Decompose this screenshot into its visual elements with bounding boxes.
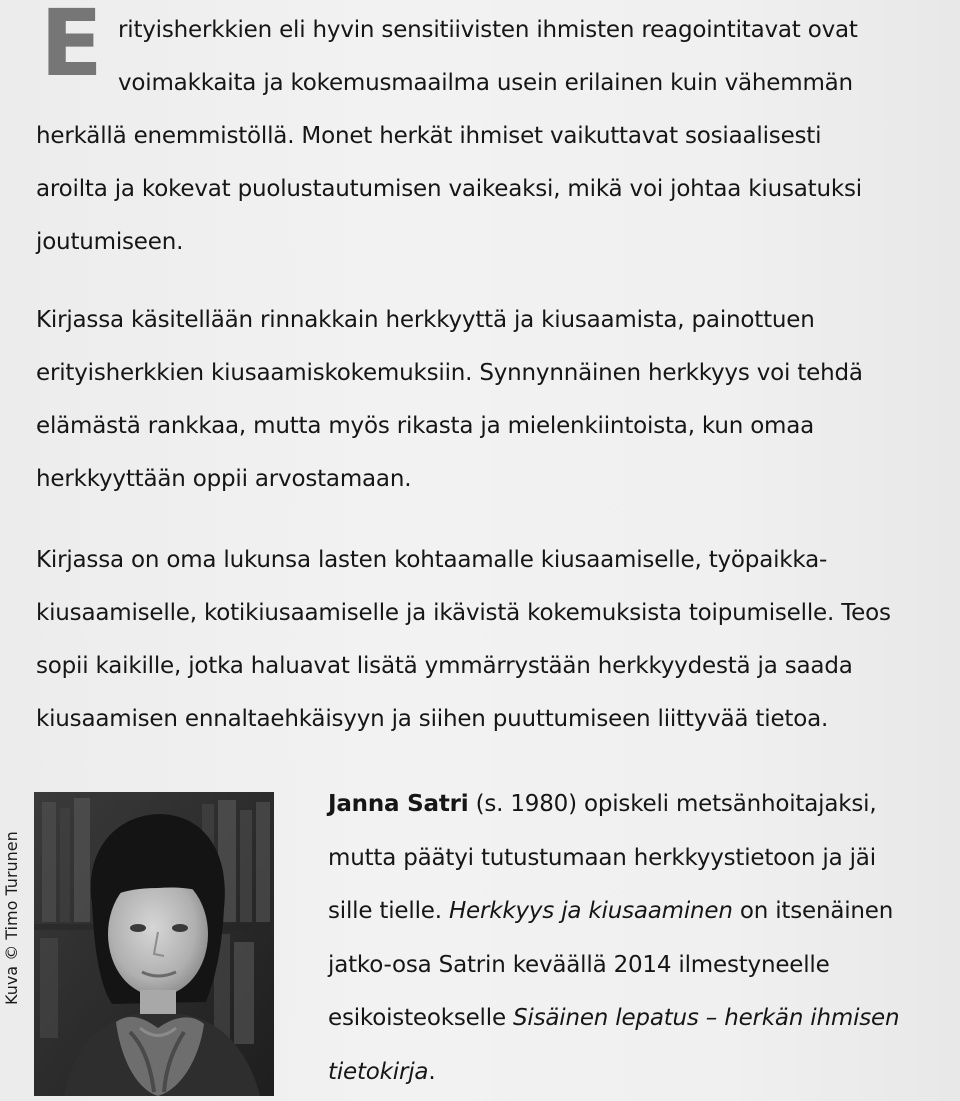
bio-line — [328, 778, 928, 832]
text-line: kiusaamiselle, kotikiusaamiselle ja ikävistä kokemuksista toipumiselle. Teos — [36, 600, 891, 626]
text-line: kiusaamisen ennaltaehkäisyyn ja siihen puuttumiseen liittyvää tietoa. — [36, 706, 829, 732]
photo-credit — [2, 790, 22, 1005]
text-line: elämästä rankkaa, mutta myös rikasta ja mielenkiintoista, kun omaa — [36, 413, 815, 439]
text-line: aroilta ja kokevat puolustautumisen vaikeaksi, mikä voi johtaa kiusatuksi — [36, 176, 862, 202]
text-line: rityisherkkien eli hyvin sensitiivisten ihmisten reagointitavat ovat — [118, 17, 858, 43]
author-bio — [328, 778, 928, 1099]
text-line: Kirjassa käsitellään rinnakkain herkkyyttä ja kiusaamista, painottuen — [36, 307, 815, 333]
text-line: joutumiseen. — [36, 229, 184, 255]
text-line: herkkyyttään oppii arvostamaan. — [36, 466, 412, 492]
text-line: voimakkaita ja kokemusmaailma usein erilainen kuin vähemmän — [118, 70, 853, 96]
text-line: erityisherkkien kiusaamiskokemuksiin. Synnynnäinen herkkyys voi tehdä — [36, 360, 863, 386]
paragraph-three — [36, 534, 916, 746]
debut-book-title: Sisäinen lepatus – herkän ihmisen — [513, 1005, 900, 1031]
text-line: herkällä enemmistöllä. Monet herkät ihmiset vaikuttavat sosiaalisesti — [36, 123, 822, 149]
book-title: Herkkyys ja kiusaaminen — [448, 898, 733, 924]
bio-text: sille tielle. — [328, 898, 449, 924]
paragraph-two — [36, 294, 916, 506]
intro-paragraph — [36, 0, 916, 269]
author-portrait-image — [34, 792, 274, 1096]
bio-text: on itsenäinen — [732, 898, 894, 924]
bio-line: mutta päätyi tutustumaan herkkyystietoon ja jäi — [328, 844, 876, 871]
text-line: Kirjassa on oma lukunsa lasten kohtaamalle kiusaamiselle, työpaikka- — [36, 547, 828, 573]
author-photo — [34, 792, 274, 1096]
bio-line — [328, 1046, 928, 1100]
bio-text: . — [428, 1058, 436, 1085]
bio-text: esikoisteokselle — [328, 1005, 514, 1031]
text-line: sopii kaikille, jotka haluavat lisätä ymmärrystään herkkyydestä ja saada — [36, 653, 853, 679]
bio-text: (s. 1980) opiskeli metsänhoitajaksi, — [468, 791, 877, 817]
bio-line — [328, 885, 928, 939]
author-name: Janna Satri — [328, 791, 469, 817]
bio-line: jatko-osa Satrin keväällä 2014 ilmestyneelle — [328, 951, 830, 978]
debut-book-title-end: tietokirja — [328, 1058, 429, 1085]
drop-cap: E — [40, 0, 99, 97]
bio-line — [328, 992, 928, 1046]
photo-credit-text: Kuva © Timo Turunen — [2, 831, 21, 1005]
